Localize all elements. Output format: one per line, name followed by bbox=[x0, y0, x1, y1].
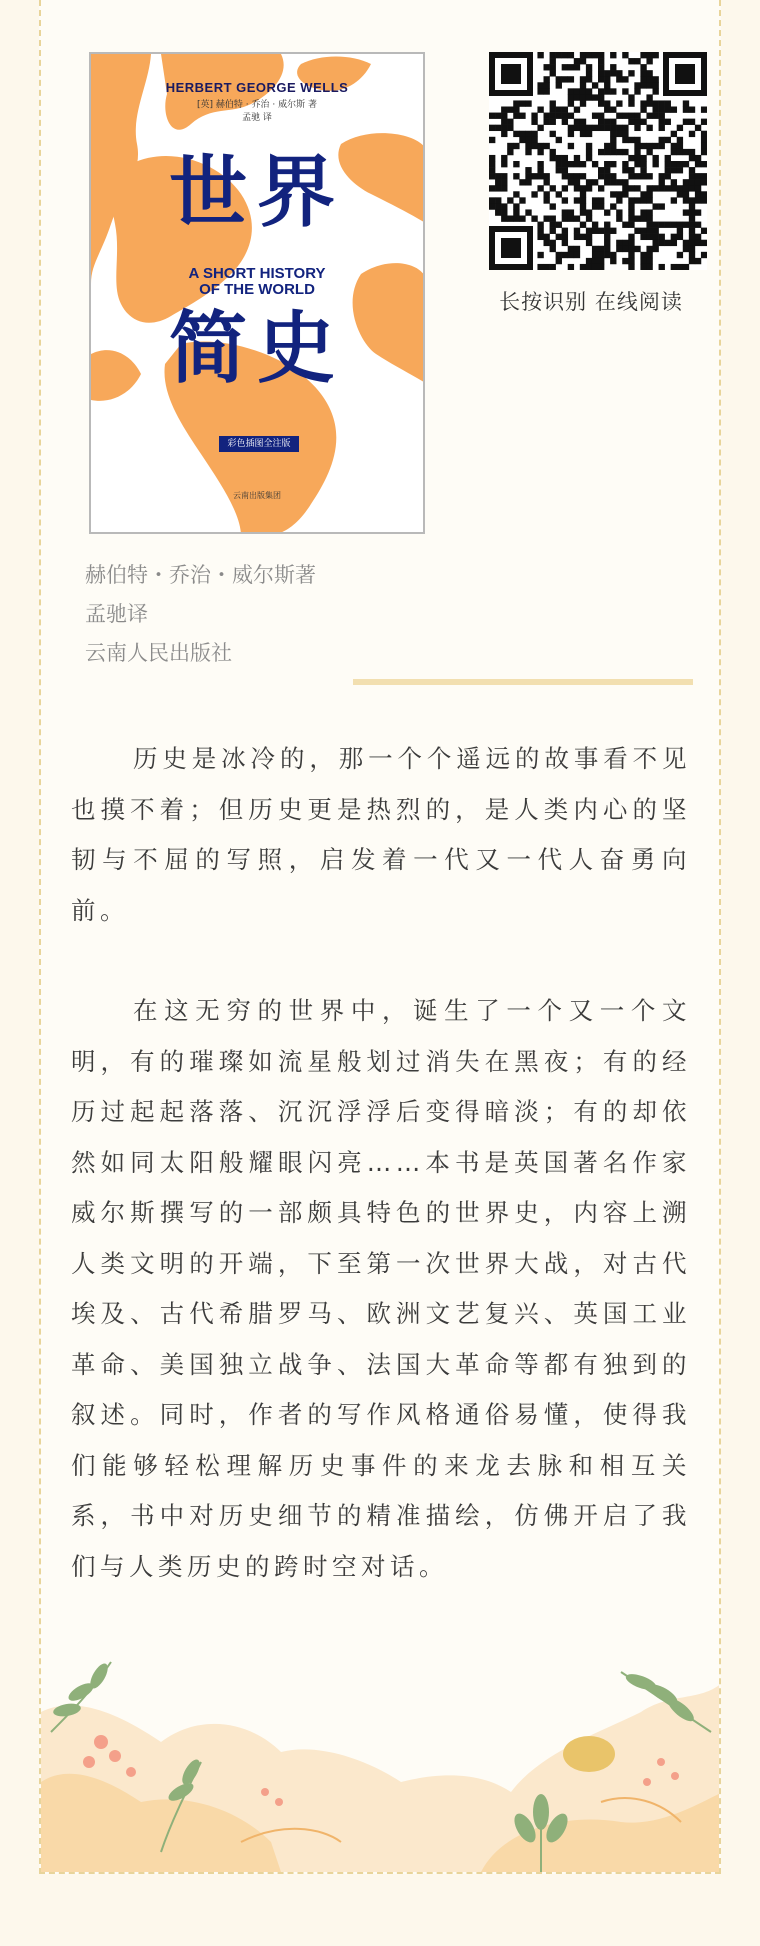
cover-en-title-line2: OF THE WORLD bbox=[199, 281, 315, 298]
qr-code-icon[interactable] bbox=[489, 52, 707, 270]
content-card bbox=[39, 0, 721, 1874]
cover-en-author: HERBERT GEORGE WELLS bbox=[165, 80, 349, 95]
author-line: 赫伯特・乔治・威尔斯著 bbox=[85, 563, 316, 587]
cover-en-title-line1: A SHORT HISTORY bbox=[188, 265, 326, 282]
qr-label: 长按识别 在线阅读 bbox=[499, 290, 683, 314]
book-meta bbox=[85, 556, 316, 673]
intro-paragraph-1: 历史是冰冷的，那一个个遥远的故事看不见也摸不着；但历史更是热烈的，是人类内心的坚韧与不屈的写照，启发着一代又一代人奋勇向前。 bbox=[71, 744, 691, 925]
intro-paragraph-2: 在这无穷的世界中，诞生了一个又一个文明，有的璀璨如流星般划过消失在黑夜；有的经历过起起落落、沉沉浮浮后变得暗淡；有的却依然如同太阳般耀眼闪亮……本书是英国著名作家威尔斯撰写的一部颇具特色的世界史，内容上溯人类文明的开端，下至第一次世界大战，对古代埃及、古代希腊罗马、欧洲文艺复兴、英国工业革命、美国独立战争、法国大革命等都有独到的叙述。同时，作者的写作风格通俗易懂，使得我们能够轻松理解历史事件的来龙去脉和相互关系，书中对历史细节的精准描绘，仿佛开启了我们与人类历史的跨时空对话。 bbox=[71, 996, 691, 1581]
section-divider bbox=[353, 679, 693, 685]
cover-edition-badge: 彩色插图全注版 bbox=[219, 436, 299, 452]
cover-title-line2: 简史 bbox=[168, 304, 345, 394]
cover-publisher-logo: 云南出版集团 bbox=[233, 491, 281, 500]
cover-title-line1: 世界 bbox=[168, 148, 345, 238]
book-cover-image[interactable] bbox=[89, 52, 425, 534]
publisher-line: 云南人民出版社 bbox=[85, 641, 232, 665]
cover-cn-translator: 孟驰 译 bbox=[242, 113, 272, 123]
cover-en-title bbox=[91, 266, 423, 298]
floral-decoration bbox=[41, 1652, 721, 1872]
translator-line: 孟驰译 bbox=[85, 602, 148, 626]
cover-cn-author: [英] 赫伯特 · 乔治 · 威尔斯 著 bbox=[197, 100, 317, 110]
